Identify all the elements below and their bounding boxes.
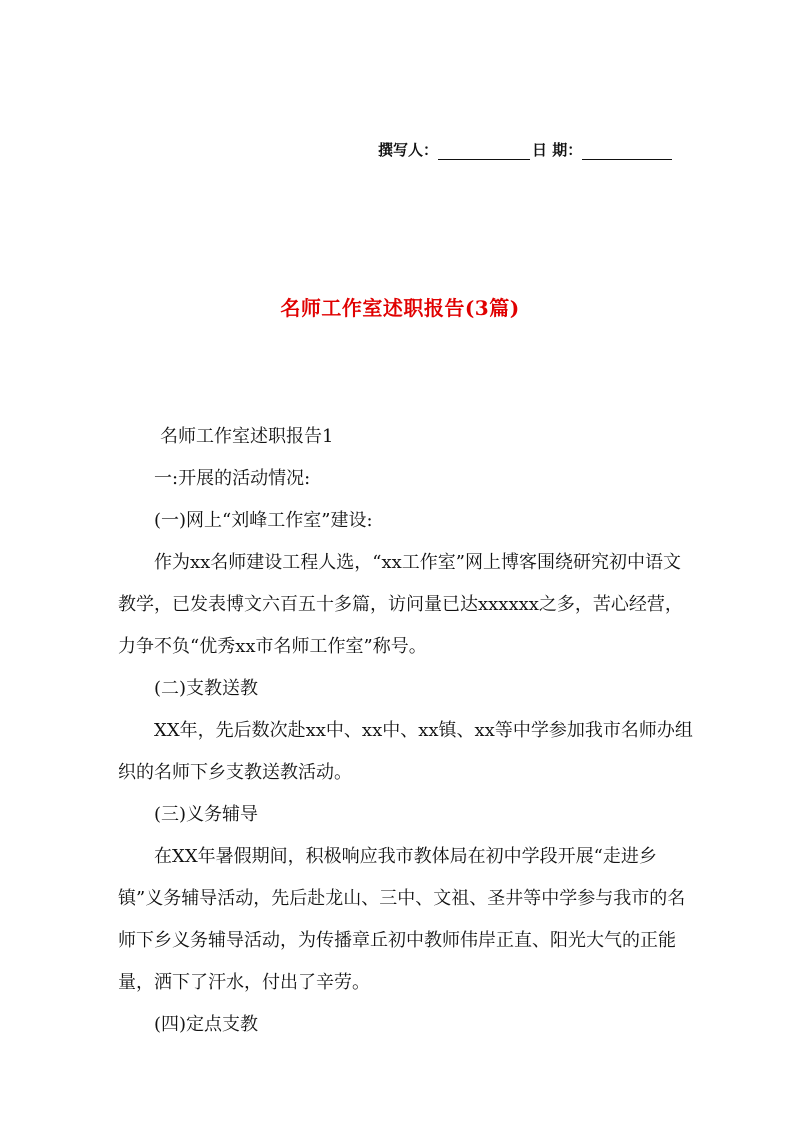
author-blank	[438, 145, 530, 160]
subsection-heading: (四)定点支教	[154, 1014, 259, 1035]
body-paragraph: XX年，先后数次赴xx中、xx中、xx镇、xx等中学参加我市名师办组织的名师下乡支教送教活动。	[118, 720, 693, 783]
document-title: 名师工作室述职报告(3篇)	[280, 296, 520, 320]
body-paragraph: 作为xx名师建设工程人选，“xx工作室”网上博客围绕研究初中语文教学，已发表博文六百五十多篇，访问量已达xxxxxx之多，苦心经营，力争不负“优秀xx市名师工作室”称号。	[118, 552, 683, 657]
author-label: 撰写人：	[378, 141, 439, 159]
section-heading: 一:开展的活动情况:	[154, 468, 311, 489]
subsection-heading: (二)支教送教	[154, 678, 259, 699]
report-heading: 名师工作室述职报告1	[160, 426, 334, 447]
document-body	[118, 416, 698, 1046]
subsection-heading: (三)义务辅导	[154, 804, 259, 825]
subsection-heading: (一)网上“刘峰工作室”建设:	[154, 510, 373, 531]
body-paragraph: 在XX年暑假期间，积极响应我市教体局在初中学段开展“走进乡镇”义务辅导活动，先后赴龙山、三中、文祖、圣井等中学参与我市的名师下乡义务辅导活动，为传播章丘初中教师伟岸正直、阳光大气的正能量，洒下了汗水，付出了辛劳。	[118, 846, 686, 993]
date-label: 日 期：	[532, 141, 583, 159]
date-blank	[582, 145, 672, 160]
author-date-line	[378, 139, 698, 160]
